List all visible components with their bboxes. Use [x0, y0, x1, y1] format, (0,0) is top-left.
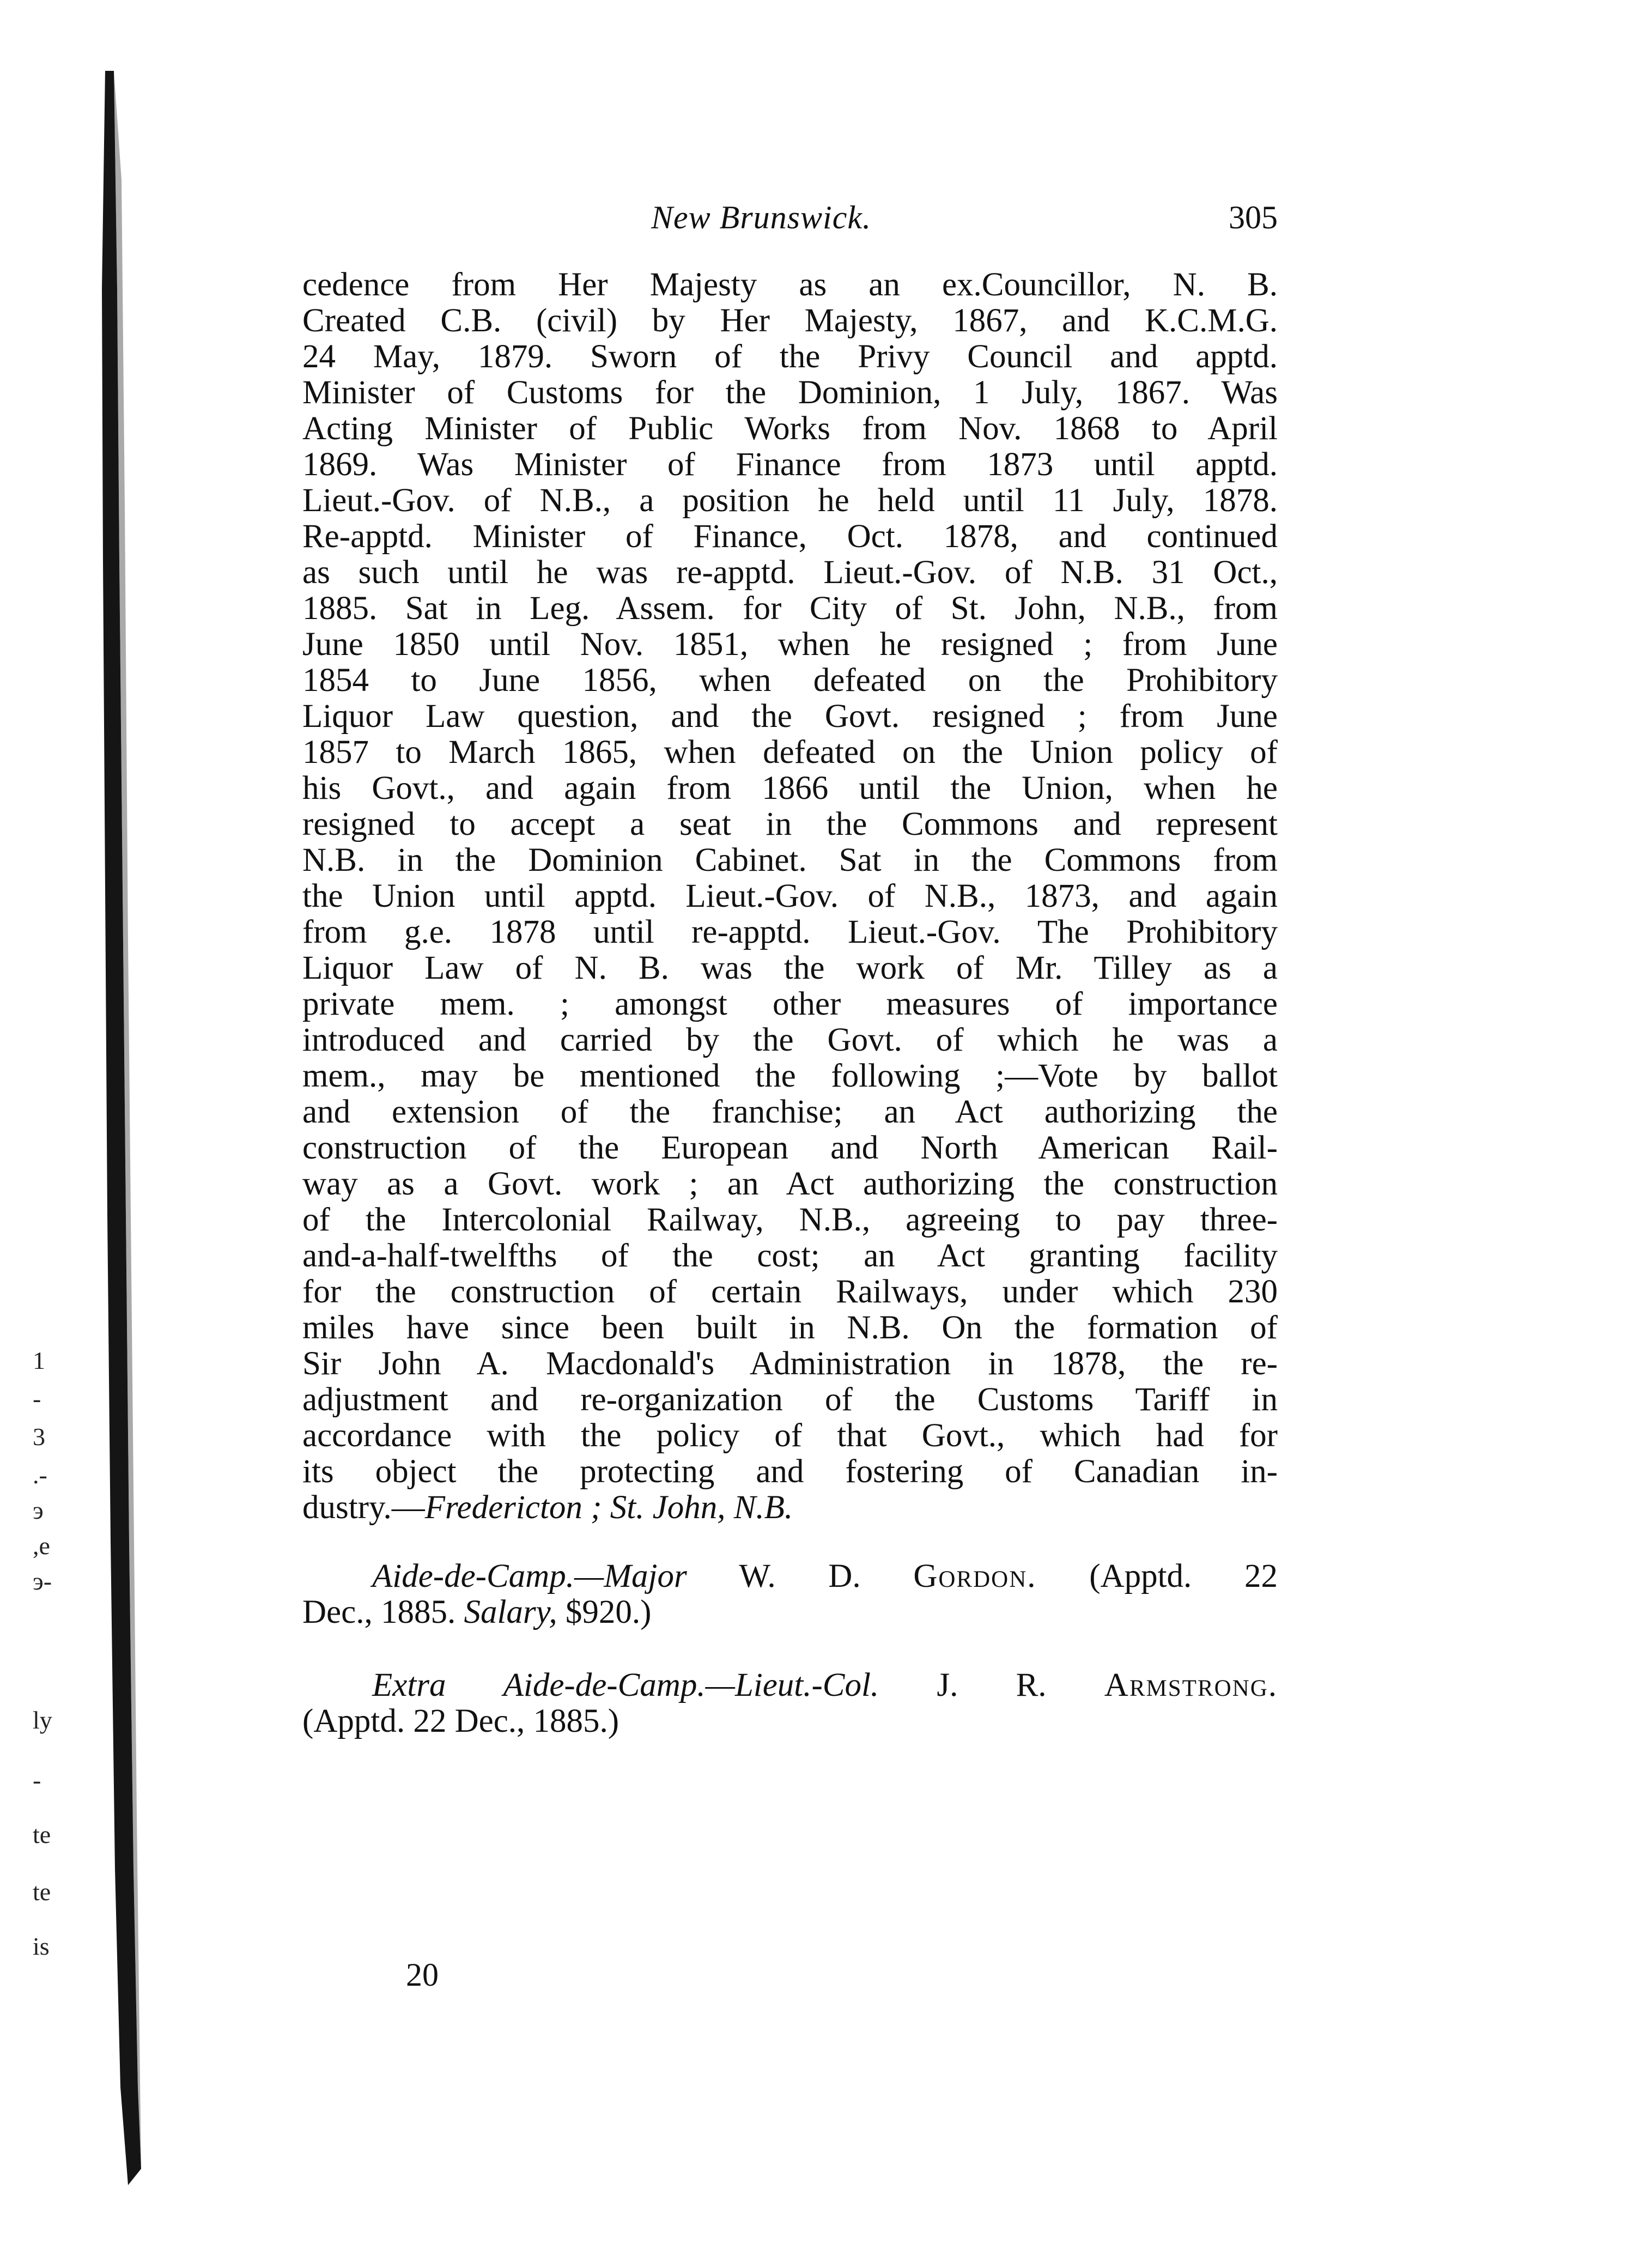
entry-surname: Gordon.	[913, 1558, 1037, 1594]
margin-fragment: te	[33, 1821, 51, 1848]
place-names: Fredericton ; St. John, N.B.	[424, 1489, 793, 1526]
margin-fragment: ,e	[33, 1532, 50, 1560]
entry-initials: J. R.	[937, 1667, 1047, 1703]
entry-appointment: (Apptd. 22	[1089, 1558, 1278, 1594]
text-line: and-a-half-twelfths of the cost; an Act granting facility	[302, 1238, 1278, 1274]
entry-line: (Apptd. 22 Dec., 1885.)	[302, 1703, 620, 1739]
text-line: cedence from Her Majesty as an ex.Councillor, N. B.	[302, 266, 1278, 303]
salary-value: $920.)	[565, 1594, 652, 1630]
text-line: its object the protecting and fostering of Canadian in-	[302, 1453, 1278, 1490]
text-line: mem., may be mentioned the following ;—Vote by ballot	[302, 1058, 1278, 1094]
entry-line	[302, 1667, 1278, 1703]
margin-fragment: te	[33, 1878, 51, 1906]
text-line: resigned to accept a seat in the Commons and represent	[302, 806, 1278, 842]
text-line: N.B. in the Dominion Cabinet. Sat in the Commons from	[302, 842, 1278, 878]
text-line: construction of the European and North American Rail-	[302, 1130, 1278, 1166]
page-header	[302, 199, 1278, 242]
margin-fragment: 3	[33, 1423, 45, 1451]
text-line: Re-apptd. Minister of Finance, Oct. 1878, and continued	[302, 518, 1278, 555]
margin-fragment: 1	[33, 1347, 45, 1374]
text-line: Acting Minister of Public Works from Nov. 1868 to April	[302, 410, 1278, 447]
text-line: 24 May, 1879. Sworn of the Privy Council and apptd.	[302, 338, 1278, 375]
text-line: 1854 to June 1856, when defeated on the Prohibitory	[302, 662, 1278, 699]
signature-mark: 20	[406, 1957, 439, 1993]
text-line: Liquor Law question, and the Govt. resigned ; from June	[302, 698, 1278, 735]
text-line: Liquor Law of N. B. was the work of Mr. Tilley as a	[302, 950, 1278, 986]
text-line: 1857 to March 1865, when defeated on the Union policy of	[302, 734, 1278, 771]
entry-initials: W. D.	[739, 1558, 861, 1594]
text-line-last	[302, 1490, 1278, 1526]
running-title: New Brunswick.	[651, 199, 871, 235]
margin-fragment: .-	[33, 1461, 47, 1489]
text-line: accordance with the policy of that Govt., which had for	[302, 1417, 1278, 1454]
text-line: of the Intercolonial Railway, N.B., agreeing to pay three-	[302, 1202, 1278, 1238]
text-line: Minister of Customs for the Dominion, 1 July, 1867. Was	[302, 374, 1278, 411]
margin-fragment: -	[33, 1766, 41, 1794]
entry-role: Aide-de-Camp.—Major	[372, 1558, 687, 1594]
text-line: the Union until apptd. Lieut.-Gov. of N.B., 1873, and again	[302, 878, 1278, 914]
margin-fragment: -	[33, 1385, 41, 1412]
margin-fragment: is	[33, 1932, 50, 1960]
text-line: as such until he was re-apptd. Lieut.-Gov. of N.B. 31 Oct.,	[302, 554, 1278, 591]
text-line: introduced and carried by the Govt. of which he was a	[302, 1022, 1278, 1058]
text-line: Lieut.-Gov. of N.B., a position he held until 11 July, 1878.	[302, 482, 1278, 519]
entry-line	[302, 1558, 1278, 1594]
text-line: 1885. Sat in Leg. Assem. for City of St. John, N.B., from	[302, 590, 1278, 627]
text-line: June 1850 until Nov. 1851, when he resigned ; from June	[302, 626, 1278, 663]
text-line: adjustment and re-organization of the Customs Tariff in	[302, 1381, 1278, 1418]
text-line: Created C.B. (civil) by Her Majesty, 1867, and K.C.M.G.	[302, 302, 1278, 339]
biography-paragraph	[302, 267, 1278, 1526]
facing-page-fragments	[33, 0, 104, 2244]
text-line: way as a Govt. work ; an Act authorizing the construction	[302, 1166, 1278, 1202]
text-line: 1869. Was Minister of Finance from 1873 until apptd.	[302, 446, 1278, 483]
page-number: 305	[1229, 199, 1278, 235]
entry-surname: Armstrong.	[1104, 1667, 1278, 1703]
text-line: miles have since been built in N.B. On the formation of	[302, 1309, 1278, 1346]
entry-date: Dec., 1885.	[302, 1594, 456, 1630]
text-line: his Govt., and again from 1866 until the Union, when he	[302, 770, 1278, 806]
extra-aide-de-camp-entry	[302, 1667, 1278, 1739]
margin-fragment: э	[33, 1496, 44, 1524]
aide-de-camp-entry	[302, 1558, 1278, 1630]
text-line: from g.e. 1878 until re-apptd. Lieut.-Gov. The Prohibitory	[302, 914, 1278, 950]
margin-fragment: э-	[33, 1567, 52, 1595]
text-line: for the construction of certain Railways, under which 230	[302, 1273, 1278, 1310]
text-line: private mem. ; amongst other measures of importance	[302, 986, 1278, 1022]
text-line: Sir John A. Macdonald's Administration in 1878, the re-	[302, 1345, 1278, 1382]
salary-label: Salary,	[464, 1594, 557, 1630]
text-line: and extension of the franchise; an Act authorizing the	[302, 1094, 1278, 1130]
margin-fragment: ly	[33, 1706, 52, 1734]
entry-line	[302, 1594, 1278, 1630]
text-plain: dustry.—	[302, 1489, 425, 1526]
entry-role: Extra Aide-de-Camp.—Lieut.-Col.	[372, 1667, 879, 1703]
